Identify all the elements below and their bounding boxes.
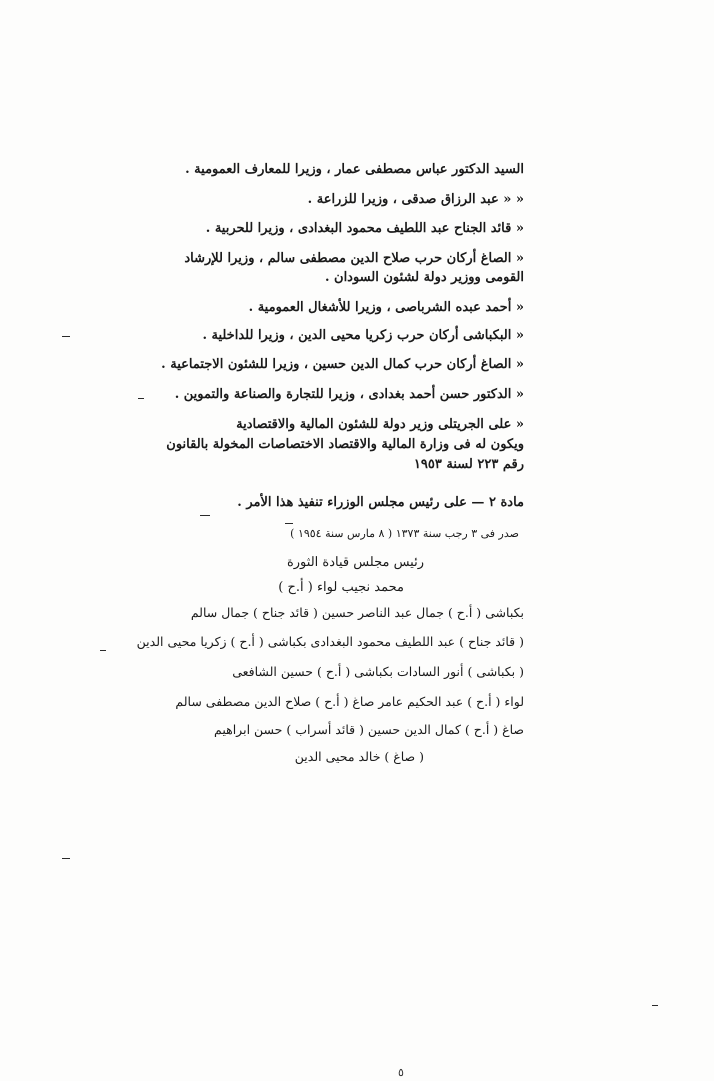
minister-line-1: السيد الدكتور عباس مصطفى عمار ، وزيرا للمعارف العمومية . — [185, 162, 524, 177]
scan-mark — [62, 336, 70, 337]
minister-line-7: « الصاغ أركان حرب كمال الدين حسين ، وزيرا للشئون الاجتماعية . — [161, 357, 524, 372]
issue-date: صدر فى ٣ رجب سنة ١٣٧٣ ( ٨ مارس سنة ١٩٥٤ ) — [290, 527, 519, 540]
page-number: ٥ — [398, 1066, 404, 1079]
minister-line-9-law: رقم ٢٢٣ لسنة ١٩٥٣ — [413, 457, 524, 472]
scan-mark — [138, 398, 144, 399]
council-head: محمد نجيب لواء ( أ.ح ) — [278, 580, 404, 595]
member-row: ( صاغ ) خالد محيى الدين — [294, 749, 424, 764]
minister-line-4: « الصاغ أركان حرب صلاح الدين مصطفى سالم ، وزيرا للإرشاد — [184, 251, 524, 266]
scan-mark — [62, 858, 70, 859]
member-row: ( بكباشى ) أنور السادات بكباشى ( أ.ح ) حسين الشافعى — [232, 664, 524, 679]
member-row: بكباشى ( أ.ح ) جمال عبد الناصر حسين ( قائد جناح ) جمال سالم — [190, 605, 524, 620]
minister-line-9-cont: ويكون له فى وزارة المالية والاقتصاد الاختصاصات المخولة بالقانون — [166, 437, 524, 452]
minister-line-5: « أحمد عبده الشرباصى ، وزيرا للأشغال العمومية . — [248, 300, 524, 315]
member-row: لواء ( أ.ح ) عبد الحكيم عامر صاغ ( أ.ح ) صلاح الدين مصطفى سالم — [175, 694, 524, 709]
council-title: رئيس مجلس قيادة الثورة — [286, 555, 424, 570]
scan-mark — [652, 1005, 658, 1006]
scan-mark — [285, 523, 293, 524]
member-row: صاغ ( أ.ح ) كمال الدين حسين ( قائد أسراب ) حسن ابراهيم — [214, 722, 524, 737]
scan-mark — [100, 650, 106, 651]
scan-mark — [200, 515, 210, 516]
minister-line-8: « الدكتور حسن أحمد بغدادى ، وزيرا للتجارة والصناعة والتموين . — [174, 387, 524, 402]
minister-line-9: « على الجريتلى وزير دولة للشئون المالية والاقتصادية — [236, 417, 524, 432]
minister-line-4-cont: القومى ووزير دولة لشئون السودان . — [324, 270, 524, 285]
minister-line-2: « « عبد الرزاق صدقى ، وزيرا للزراعة . — [307, 192, 524, 207]
article-2: مادة ٢ — على رئيس مجلس الوزراء تنفيذ هذا الأمر . — [237, 495, 524, 510]
member-row: ( قائد جناح ) عبد اللطيف محمود البغدادى بكباشى ( أ.ح ) زكريا محيى الدين — [136, 634, 524, 649]
minister-line-3: « قائد الجناح عبد اللطيف محمود البغدادى ، وزيرا للحربية . — [205, 221, 524, 236]
minister-line-6: « البكباشى أركان حرب زكريا محيى الدين ، وزيرا للداخلية . — [202, 328, 524, 343]
